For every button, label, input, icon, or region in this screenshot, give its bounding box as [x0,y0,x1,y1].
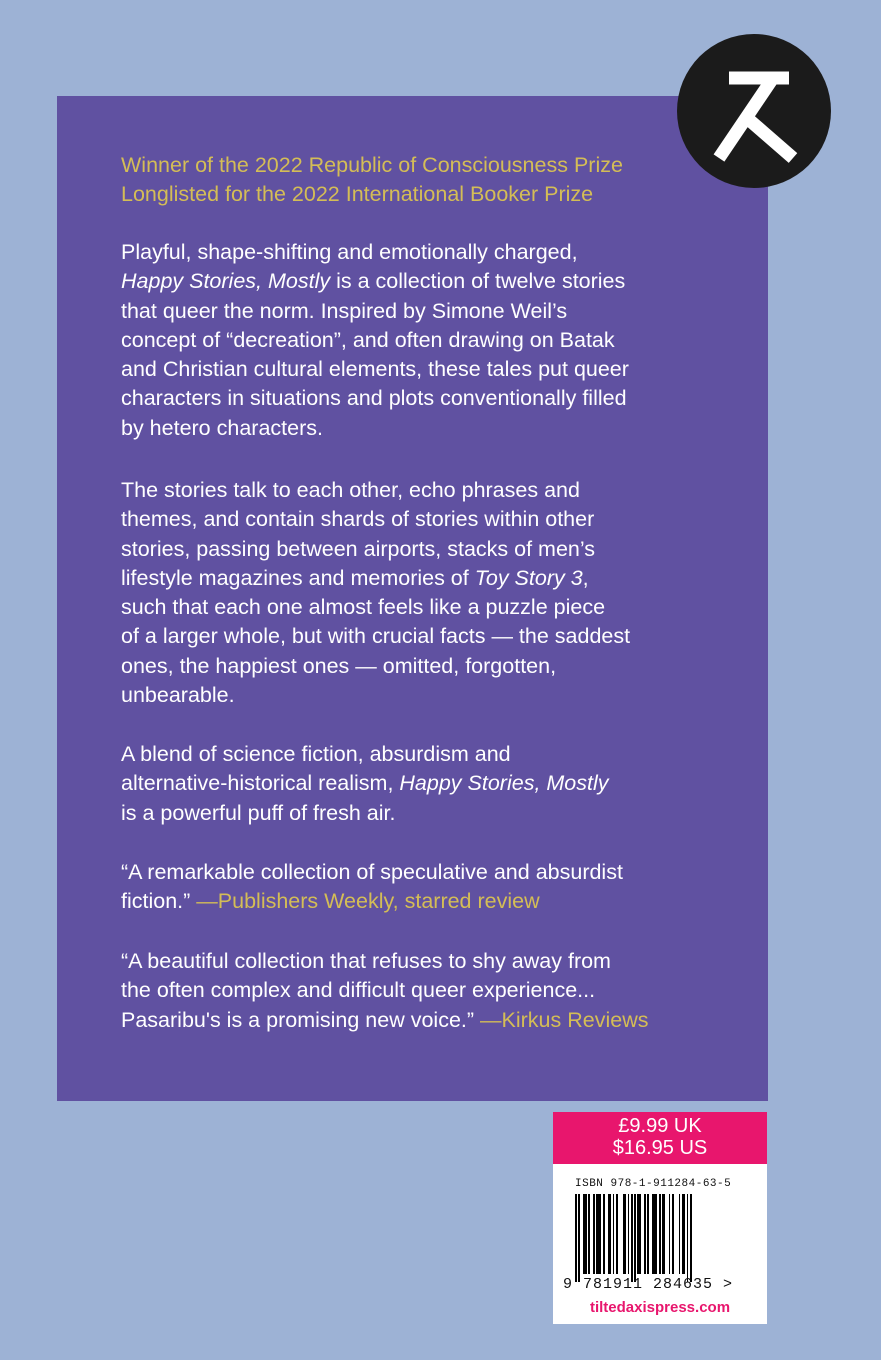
text-line: is a powerful puff of fresh air. [121,800,396,825]
review-quote-1 [121,858,721,917]
barcode-bar [690,1194,692,1282]
book-title: Happy Stories, Mostly [399,771,609,796]
award-1: Winner of the 2022 Republic of Consciousness Prize [121,153,623,177]
text-line: The stories talk to each other, echo phrases and [121,478,580,502]
review-attribution: —Kirkus Reviews [480,1007,649,1032]
text-span: , [582,565,589,590]
book-title: Happy Stories, Mostly [121,269,331,294]
barcode-box [553,1164,767,1324]
price-tag [553,1112,767,1164]
price-uk: £9.99 UK [618,1115,702,1137]
blurb-paragraph-3 [121,740,721,828]
text-line: the often complex and difficult queer experience... [121,978,596,1003]
text-line: “A beautiful collection that refuses to shy away from [121,949,611,973]
text-span: is a collection of twelve stories [330,269,626,294]
text-line [121,267,721,296]
text-line: characters in situations and plots conventionally filled [121,386,627,411]
text-span: lifestyle magazines and memories of [121,565,475,590]
text-line: A blend of science fiction, absurdism and [121,742,511,766]
text-line: concept of “decreation”, and often drawing on Batak [121,327,615,352]
text-line: that queer the norm. Inspired by Simone Weil’s [121,298,568,323]
publisher-website: tiltedaxispress.com [589,1299,731,1316]
text-line: themes, and contain shards of stories within other [121,507,595,532]
text-line [121,887,721,916]
review-attribution: —Publishers Weekly, starred review [196,889,540,914]
text-span: alternative-historical realism, [121,771,400,796]
text-span: fiction.” [121,889,191,914]
text-line [121,564,721,593]
text-line [121,769,721,798]
film-title: Toy Story 3 [474,565,583,590]
barcode-icon [575,1194,745,1276]
text-line [121,1006,721,1035]
price-us: $16.95 US [612,1137,708,1159]
review-quote-2 [121,947,721,1035]
text-line: Playful, shape-shifting and emotionally charged, [121,240,578,264]
text-line: of a larger whole, but with crucial facts — the saddest [121,624,631,649]
text-line: unbearable. [121,683,235,708]
blurb-paragraph-2 [121,476,721,710]
text-line: ones, the happiest ones — omitted, forgotten, [121,653,557,678]
text-line: such that each one almost feels like a puzzle piece [121,595,606,620]
blurb-paragraph-1 [121,238,721,443]
award-2: Longlisted for the 2022 International Booker Prize [121,182,594,206]
text-span: Pasaribu's is a promising new voice.” [121,1007,475,1032]
text-line: “A remarkable collection of speculative and absurdist [121,860,623,884]
text-line: stories, passing between airports, stacks of men’s [121,536,596,561]
awards-list [121,151,721,209]
text-line: and Christian cultural elements, these tales put queer [121,357,629,382]
text-line: by hetero characters. [121,415,323,440]
isbn-label: ISBN 978-1-911284-63-5 [575,1178,732,1190]
barcode-digits: 9 781911 284635 > [563,1276,734,1293]
